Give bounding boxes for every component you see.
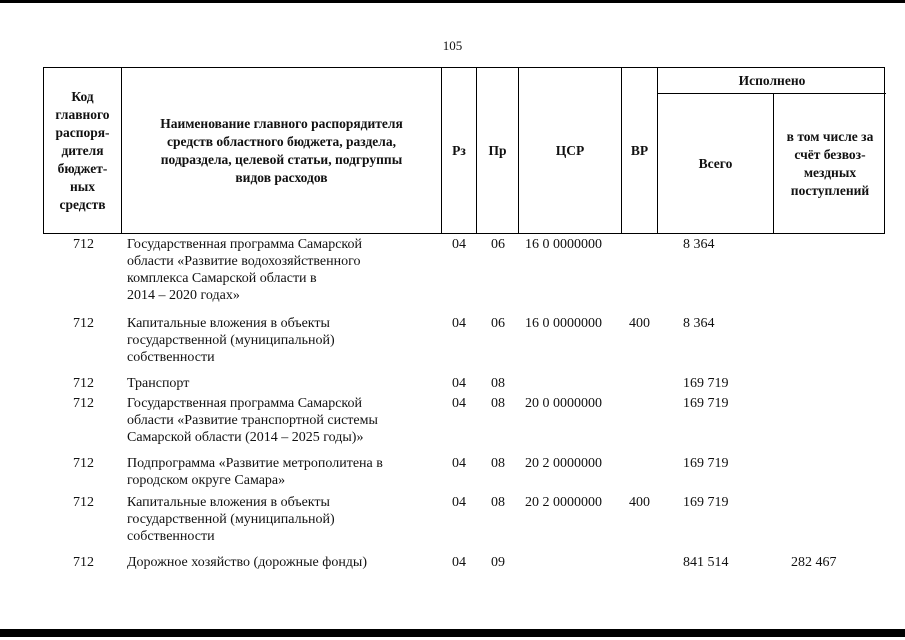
cell-name <box>127 315 417 366</box>
header-pr: Пр <box>477 68 519 233</box>
header-executed-title: Исполнено <box>658 68 886 94</box>
header-code-line: средств <box>59 196 106 212</box>
header-code-line: Код <box>71 88 94 104</box>
header-name <box>122 68 442 233</box>
cell-name <box>127 455 417 489</box>
cell-name-line: Капитальные вложения в объекты <box>127 495 330 510</box>
cell-csr: 20 0 0000000 <box>525 396 602 411</box>
header-free-line: поступлений <box>790 182 870 198</box>
header-total: Всего <box>658 94 774 233</box>
cell-name <box>127 395 417 446</box>
cell-pr: 06 <box>491 237 505 252</box>
cell-name-line: Транспорт <box>127 376 190 391</box>
header-free-line: счёт безвоз- <box>794 146 866 162</box>
cell-pr: 08 <box>491 495 505 510</box>
cell-total: 169 719 <box>683 376 729 391</box>
cell-name-line: собственности <box>127 529 215 544</box>
page-number: 105 <box>442 38 463 53</box>
table-header <box>43 67 885 234</box>
header-free-line: в том числе за <box>786 128 874 144</box>
cell-rz: 04 <box>452 396 466 411</box>
cell-name <box>127 375 417 392</box>
cell-name-line: комплекса Самарской области в <box>127 271 317 286</box>
header-code-line: главного <box>55 106 110 122</box>
cell-name-line: 2014 – 2020 годах» <box>127 288 240 303</box>
cell-vr: 400 <box>629 495 650 510</box>
cell-rz: 04 <box>452 495 466 510</box>
cell-name <box>127 554 417 571</box>
scan-bottom-edge <box>0 629 905 637</box>
header-free-receipts <box>774 94 886 233</box>
header-csr: ЦСР <box>519 68 622 233</box>
header-code-line: распоря- <box>55 124 110 140</box>
header-name-line: средств областного бюджета, раздела, <box>167 133 396 149</box>
cell-code: 712 <box>73 495 94 510</box>
cell-pr: 08 <box>491 456 505 471</box>
cell-name-line: Государственная программа Самарской <box>127 237 363 252</box>
cell-pr: 09 <box>491 555 505 570</box>
header-name-line: Наименование главного распорядителя <box>160 115 403 131</box>
header-code-line: бюджет- <box>57 160 108 176</box>
cell-code: 712 <box>73 396 94 411</box>
scan-top-edge <box>0 0 905 3</box>
cell-rz: 04 <box>452 555 466 570</box>
header-executed <box>658 68 886 233</box>
header-code <box>44 68 122 233</box>
cell-name-line: Дорожное хозяйство (дорожные фонды) <box>127 555 368 570</box>
cell-name-line: государственной (муниципальной) <box>127 333 335 348</box>
cell-name-line: области «Развитие водохозяйственного <box>127 254 361 269</box>
cell-csr: 20 2 0000000 <box>525 456 602 471</box>
cell-name-line: городском округе Самара» <box>127 473 286 488</box>
cell-name-line: государственной (муниципальной) <box>127 512 335 527</box>
cell-name-line: Подпрограмма «Развитие метрополитена в <box>127 456 383 471</box>
cell-code: 712 <box>73 456 94 471</box>
cell-csr: 16 0 0000000 <box>525 316 602 331</box>
cell-rz: 04 <box>452 376 466 391</box>
cell-vr: 400 <box>629 316 650 331</box>
cell-name-line: Самарской области (2014 – 2025 годы)» <box>127 430 364 445</box>
cell-name <box>127 494 417 545</box>
header-rz: Рз <box>442 68 477 233</box>
header-code-line: ных <box>69 178 96 194</box>
cell-name-line: Государственная программа Самарской <box>127 396 363 411</box>
cell-code: 712 <box>73 376 94 391</box>
cell-name-line: Капитальные вложения в объекты <box>127 316 330 331</box>
header-free-line: мездных <box>803 164 857 180</box>
cell-total: 8 364 <box>683 316 715 331</box>
cell-pr: 06 <box>491 316 505 331</box>
header-name-line: видов расходов <box>235 169 328 185</box>
header-name-line: подраздела, целевой статьи, подгруппы <box>160 151 403 167</box>
cell-total: 169 719 <box>683 396 729 411</box>
cell-pr: 08 <box>491 396 505 411</box>
cell-code: 712 <box>73 316 94 331</box>
cell-name-line: области «Развитие транспортной системы <box>127 413 378 428</box>
cell-rz: 04 <box>452 456 466 471</box>
cell-csr: 16 0 0000000 <box>525 237 602 252</box>
header-vr: ВР <box>622 68 658 233</box>
cell-total: 8 364 <box>683 237 715 252</box>
cell-total: 169 719 <box>683 456 729 471</box>
cell-total: 169 719 <box>683 495 729 510</box>
cell-free: 282 467 <box>791 555 837 570</box>
cell-name <box>127 236 417 304</box>
cell-total: 841 514 <box>683 555 729 570</box>
cell-code: 712 <box>73 237 94 252</box>
cell-rz: 04 <box>452 316 466 331</box>
header-code-line: дителя <box>61 142 104 158</box>
cell-name-line: собственности <box>127 350 215 365</box>
cell-rz: 04 <box>452 237 466 252</box>
cell-csr: 20 2 0000000 <box>525 495 602 510</box>
cell-pr: 08 <box>491 376 505 391</box>
cell-code: 712 <box>73 555 94 570</box>
